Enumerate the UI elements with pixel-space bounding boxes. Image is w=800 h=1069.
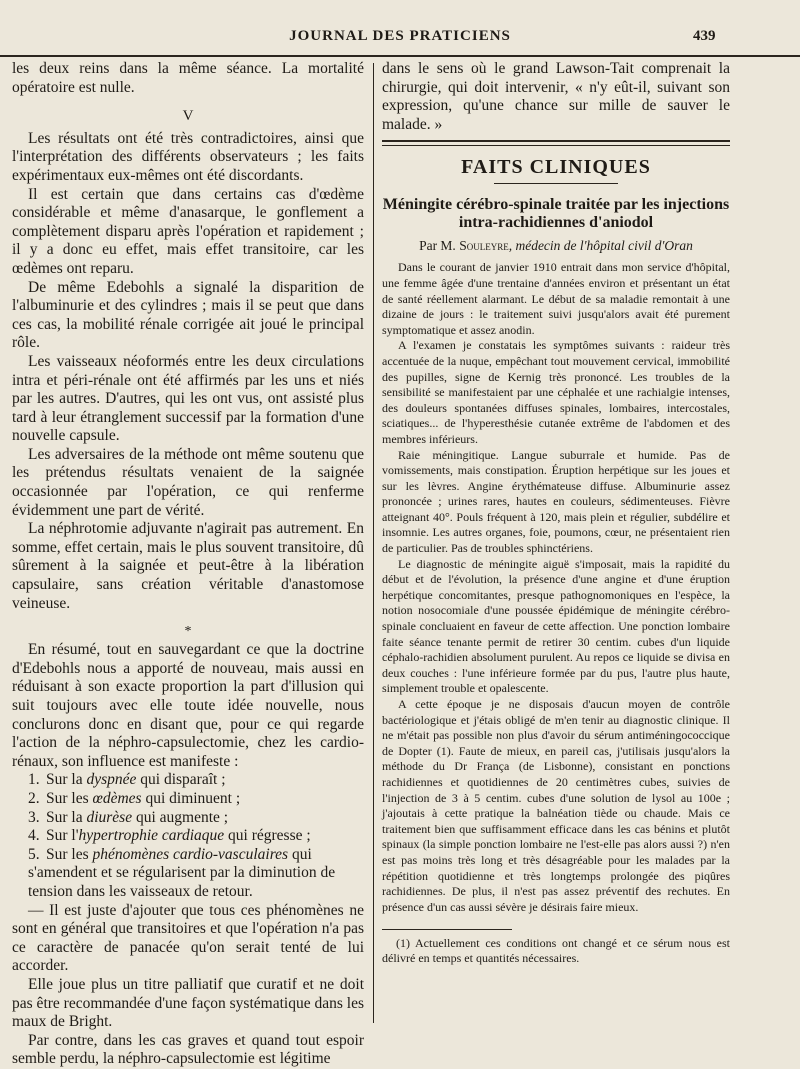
footnote-rule	[382, 929, 512, 930]
list-text: Sur la	[46, 771, 87, 789]
list-text: qui s'amendent et se régularisent par la diminution de tension dans les vaisseaux de retour.	[28, 845, 336, 900]
article-body	[382, 260, 730, 915]
page-number: 439	[693, 28, 716, 44]
rubric-underline	[494, 183, 618, 184]
list-item	[28, 809, 364, 828]
list-term: phénomènes cardio-vasculaires	[92, 845, 289, 863]
list-text: Sur l'	[46, 827, 79, 845]
effects-list	[12, 771, 364, 901]
list-number: 5.	[28, 845, 40, 863]
article-title: Méningite cérébro-spinale traitée par les injections intra-rachidiennes d'aniodol	[382, 196, 730, 232]
byline-author: Souleyre	[459, 238, 509, 254]
list-text: qui augmente ;	[132, 808, 229, 826]
list-item	[28, 827, 364, 846]
left-paragraph: Les vaisseaux néoformés entre les deux circulations intra et péri-rénale ont été affirmés par les uns et niés par les autres. D'autres, qui les ont vus, ont assisté plus tard à leur étranglement successif par la formation d'une nouvelle capsule.	[12, 352, 364, 445]
left-column	[12, 60, 364, 1069]
list-term: hypertrophie cardiaque	[78, 827, 225, 845]
right-column	[382, 60, 730, 966]
left-paragraph: les deux reins dans la même séance. La mortalité opératoire est nulle.	[12, 60, 364, 96]
header-rule	[0, 55, 800, 57]
left-paragraph: En résumé, tout en sauvegardant ce que la doctrine d'Edebohls nous a apporté de nouveau, mais aussi en réduisant à son exacte proportion la part d'illusion qui suit toujours avec elle toute idée nouvelle, nous conclurons donc en disant que, pour ce qui regarde l'action de la néphro-capsulectomie, chez les cardio-rénaux, son influence est manifeste :	[12, 641, 364, 770]
article-paragraph: Le diagnostic de méningite aiguë s'imposait, mais la rapidité du début et de l'évolution, la présence d'une angine et d'une éruption herpétique concomitantes, presque pathognomoniques en l'espèce, la notion nosocomiale d'une poussée épidémique de méningite cérébro-spinale concluaient en faveur de cette affection. Une ponction lombaire faite séance tenante permit de retirer 30 centim. cubes d'un liquide céphalo-rachidien absolument purulent. Au repos ce liquide se divisa en deux couches : l'une inférieure formée par du pus, l'autre plus haute, simplement trouble et opalescente.	[382, 556, 730, 696]
asterism-separator: *	[184, 624, 192, 640]
list-number: 3.	[28, 808, 40, 826]
left-paragraph: Elle joue plus un titre palliatif que curatif et ne doit pas être recommandée d'une façon systématique dans les maux de Bright.	[12, 975, 364, 1031]
list-text: qui disparaît ;	[136, 771, 226, 789]
left-paragraph: De même Edebohls a signalé la disparition de l'albuminurie et des cylindres ; mais il se peut que dans ces cas, la mobilité rénale corrigée ait joué le principal rôle.	[12, 278, 364, 352]
list-text: qui régresse ;	[224, 827, 311, 845]
page-header	[0, 28, 800, 52]
left-paragraph: Par contre, dans les cas graves et quand tout espoir semble perdu, la néphro-capsulectomie est légitime	[12, 1031, 364, 1068]
rubric-heading: FAITS CLINIQUES	[461, 156, 651, 179]
list-number: 2.	[28, 789, 40, 807]
section-rule	[382, 140, 730, 146]
right-paragraph: dans le sens où le grand Lawson-Tait comprenait la chirurgie, qui doit intervenir, « n'y eût-il, suivant son expression, qu'une chance sur mille de sauver le malade. »	[382, 60, 730, 133]
left-paragraph: Les résultats ont été très contradictoires, ainsi que l'interprétation des différents observateurs ; les faits expérimentaux eux-mêmes ont été discordants.	[12, 129, 364, 184]
list-term: œdèmes	[92, 789, 142, 807]
list-term: dyspnée	[86, 771, 137, 789]
byline	[382, 238, 730, 254]
footnote: (1) Actuellement ces conditions ont changé et ce sérum nous est délivré en temps et quantités nécessaires.	[382, 936, 730, 966]
list-text: Sur la	[46, 808, 87, 826]
section-number: V	[182, 108, 194, 125]
journal-title: JOURNAL DES PRATICIENS	[289, 28, 511, 44]
article-paragraph: A cette époque je ne disposais d'aucun moyen de contrôle bactériologique et j'étais obligé de m'en tenir au diagnostic clinique. Il ne m'était pas possible non plus d'avoir du sérum antiméningococcique de Dopter (1). Faute de mieux, en pareil cas, j'utilisais jusqu'alors la méthode du Dr França (de Lisbonne), consistant en ponctions rachidiennes et quotidiennes de 20 centimètres cubes, suivies de l'injection de 3 à 5 centim. cubes d'une solution de lysol au 100e ; j'ajoutais à cette pratique la balnéation tiède ou chaude. Mais ce traitement bien que suffisamment efficace dans les cas bénins et plutôt spinaux (la simple ponction lombaire ne l'est-elle pas alors aussi ?) n'en est pas moins très long et très désagréable pour les malades par la répétition quotidienne et très longtemps prolongée des piqûres rachidiennes. De plus, il n'est pas assez préventif des rechutes. En présence d'un cas aussi sévère je désirais faire mieux.	[382, 697, 730, 914]
left-paragraph: — Il est juste d'ajouter que tous ces phénomènes ne sont en général que transitoires et que l'opération n'a pas ce caractère de panacée qu'on serait tenté de lui accorder.	[12, 901, 364, 975]
list-text: Sur les	[46, 789, 93, 807]
column-divider	[373, 63, 374, 1023]
list-text: qui diminuent ;	[141, 789, 241, 807]
article-paragraph: A l'examen je constatais les symptômes suivants : raideur très accentuée de la nuque, empêchant tout mouvement cervical, immobilité des pupilles, signe de Kernig très prononcé. Les troubles de la sensibilité se manifestaient par une céphalée et une rachialgie intenses, des douleurs spontanées diffuses spinales, lombaires, intercostales, sciatiques... de l'hyperesthésie cutanée extrême de l'abdomen et des membres inférieurs.	[382, 338, 730, 446]
list-item	[28, 790, 364, 809]
list-number: 4.	[28, 827, 40, 845]
list-number: 1.	[28, 771, 40, 789]
list-item	[28, 771, 364, 790]
list-term: diurèse	[86, 808, 133, 826]
list-text: Sur les	[46, 845, 93, 863]
left-paragraph: Les adversaires de la méthode ont même soutenu que les prétendus résultats venaient de la saignée occasionnée par l'opération, ce qui renferme évidemment une part de vérité.	[12, 445, 364, 519]
byline-role: , médecin de l'hôpital civil d'Oran	[508, 238, 693, 254]
list-item	[28, 846, 364, 902]
article-paragraph: Dans le courant de janvier 1910 entrait dans mon service d'hôpital, une femme âgée d'une trentaine d'années environ et présentant un état de santé réellement alarmant. Le début de sa maladie remontait à une dizaine de jours : le traitement suivi jusqu'alors avait été purement symptomatique et assez anodin.	[382, 260, 730, 337]
continued-text	[382, 60, 730, 134]
left-paragraph: La néphrotomie adjuvante n'agirait pas autrement. En somme, effet certain, mais le plus souvent transitoire, dû sûrement à la saignée et peut-être à la libération capsulaire, sans création véritable d'anastomose veineuse.	[12, 520, 364, 612]
article-paragraph: Raie méningitique. Langue suburrale et humide. Pas de vomissements, mais constipation. Éruption herpétique sur les joues et sur les lèvres. Angine érythémateuse diffuse. Albuminurie assez prononcée ; urines rares, hautes en couleurs, sédimenteuses. Fièvre atteignant 40°. Pouls fréquent à 120, mais plein et régulier, subdélire et insomnie. Les autres organes, foie, poumons, cœur, ne présentaient rien de particulier. Pas de troubles sphinctériens.	[382, 447, 730, 556]
byline-prefix: Par M.	[419, 238, 460, 254]
left-paragraph: Il est certain que dans certains cas d'œdème considérable et même d'anasarque, le gonflement a complètement disparu après l'opération et rapidement ; il y a donc eu effet, mais effet transitoire, car les œdèmes ont reparu.	[12, 185, 364, 277]
